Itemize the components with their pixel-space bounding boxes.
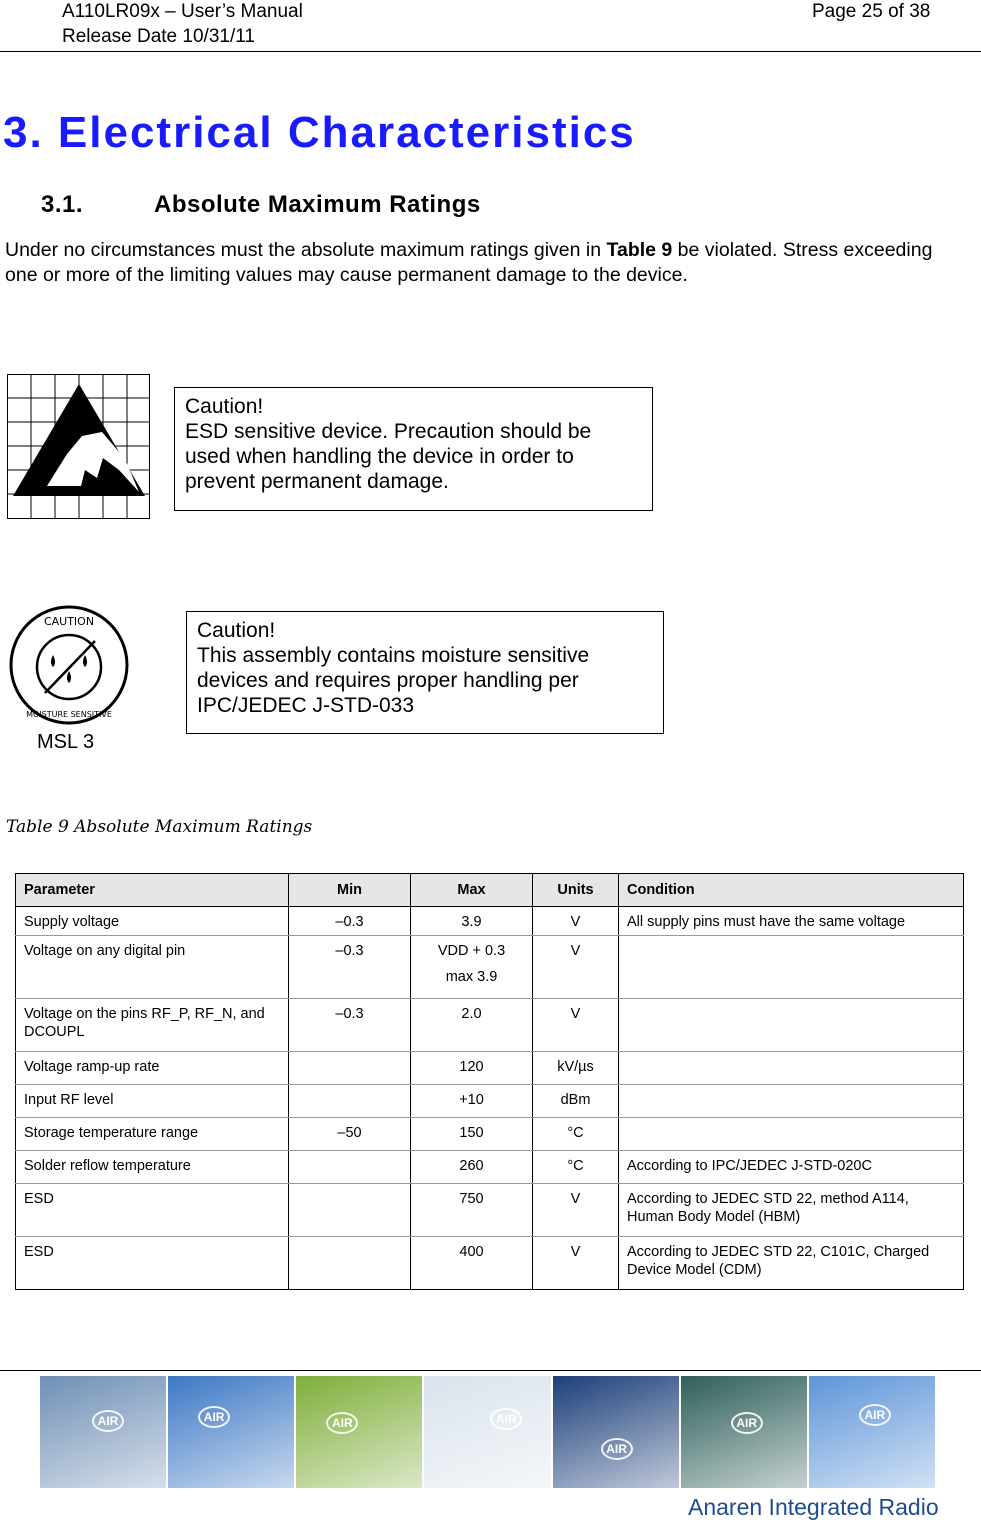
esd-warning-icon [7, 374, 150, 519]
air-logo-icon: AIR [490, 1408, 522, 1430]
air-logo-icon: AIR [601, 1438, 633, 1460]
banner-tile [168, 1376, 296, 1488]
moisture-sensitive-seal-icon [7, 603, 132, 758]
brand-name: Anaren Integrated Radio [688, 1494, 939, 1520]
table-row: Input RF level +10 dBm [16, 1085, 964, 1118]
table-row: Voltage ramp-up rate 120 kV/µs [16, 1052, 964, 1085]
footer-banner [40, 1376, 935, 1488]
table-row: Voltage on any digital pin –0.3 VDD + 0.3 max 3.9 V [16, 936, 964, 999]
table-row: Storage temperature range –50 150 °C [16, 1118, 964, 1151]
msl-caution-box [186, 611, 664, 734]
subsection-heading [41, 191, 481, 219]
col-units: Units [533, 874, 619, 907]
release-date: Release Date 10/31/11 [62, 26, 255, 47]
table-row: ESD 400 V According to JEDEC STD 22, C101C, Charged Device Model (CDM) [16, 1237, 964, 1290]
footer-rule [0, 1370, 981, 1371]
table-caption: Table 9 Absolute Maximum Ratings [6, 817, 313, 837]
banner-tile [553, 1376, 681, 1488]
section-heading: 3. Electrical Characteristics [3, 108, 636, 157]
msl-caution-title: Caution! [197, 619, 276, 642]
table-row: ESD 750 V According to JEDEC STD 22, method A114, Human Body Model (HBM) [16, 1184, 964, 1237]
page-number: Page 25 of 38 [812, 1, 931, 22]
col-max: Max [411, 874, 533, 907]
banner-tile [809, 1376, 935, 1488]
esd-caution-title: Caution! [185, 395, 264, 418]
table-row: Solder reflow temperature 260 °C According to IPC/JEDEC J-STD-020C [16, 1151, 964, 1184]
msl-badge-label: MSL 3 [37, 731, 95, 753]
table-reference: Table 9 [606, 239, 673, 261]
subsection-title: Absolute Maximum Ratings [154, 191, 481, 218]
col-parameter: Parameter [16, 874, 289, 907]
air-logo-icon: AIR [731, 1412, 763, 1434]
esd-caution-box [174, 387, 653, 511]
banner-tile [40, 1376, 168, 1488]
air-logo-icon: AIR [326, 1412, 358, 1434]
subsection-number: 3.1. [41, 191, 84, 218]
table-header-row [16, 874, 964, 907]
banner-tile [424, 1376, 552, 1488]
col-min: Min [289, 874, 411, 907]
msl-caution-text: This assembly contains moisture sensitive devices and requires proper handling per IPC/JEDEC J-STD-033 [197, 644, 590, 717]
table-row: Voltage on the pins RF_P, RF_N, and DCOUPL –0.3 2.0 V [16, 999, 964, 1052]
banner-tile [296, 1376, 424, 1488]
table-row: Supply voltage –0.3 3.9 V All supply pins must have the same voltage [16, 907, 964, 936]
esd-caution-text: ESD sensitive device. Precaution should be used when handling the device in order to prevent permanent damage. [185, 420, 592, 493]
banner-tile [681, 1376, 809, 1488]
seal-text-bottom: MOISTURE SENSITIVE [26, 710, 112, 719]
air-logo-icon: AIR [859, 1404, 891, 1426]
intro-paragraph: Under no circumstances must the absolute maximum ratings given in Table 9 be violated. Stress exceeding one or more of the limiting values may cause permanent damage to the device. [5, 239, 933, 286]
col-condition: Condition [619, 874, 964, 907]
absolute-max-ratings-table [15, 873, 964, 1290]
doc-title: A110LR09x – User’s Manual [62, 1, 303, 22]
air-logo-icon: AIR [92, 1410, 124, 1432]
air-logo-icon: AIR [198, 1406, 230, 1428]
seal-text-top: CAUTION [43, 615, 95, 628]
header-rule [0, 51, 981, 52]
